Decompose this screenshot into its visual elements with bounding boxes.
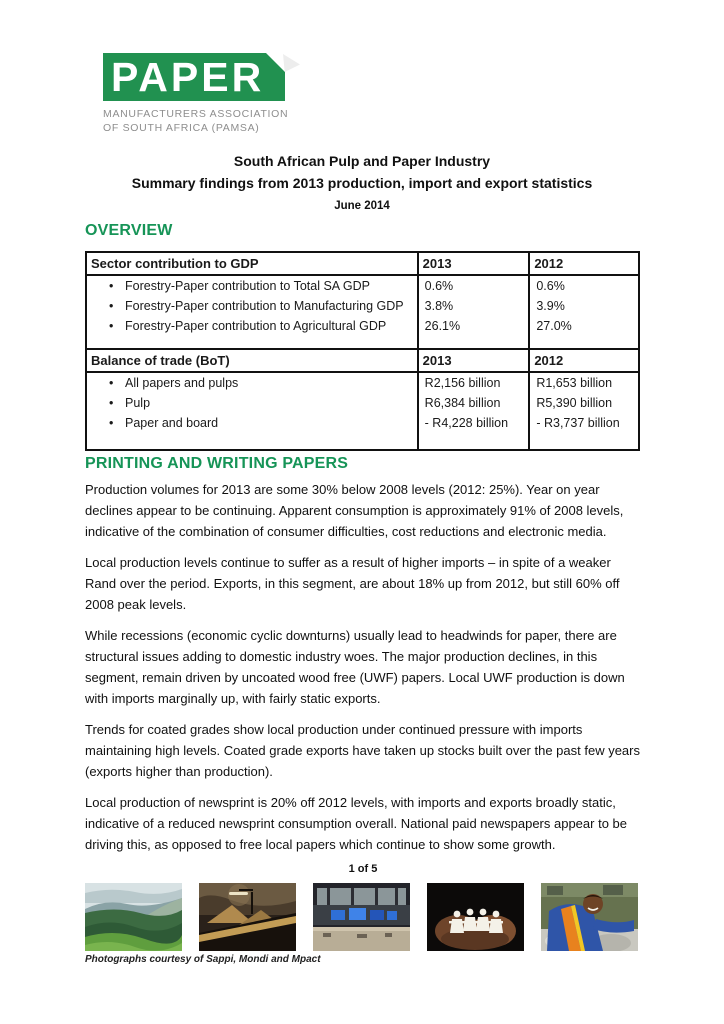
- table-row: [86, 275, 639, 296]
- row-value-2013: 3.8%: [418, 296, 530, 316]
- paragraph-production-volumes: Production volumes for 2013 are some 30% below 2008 levels (2012: 25%). Year on year declines appear to be continuing. Apparent consumption is approximately 91% of 2008 levels, indicative of the combination of consumer difficulties, cost reductions and electronic media.: [85, 482, 624, 539]
- woodchip-conveyor-photo: [199, 883, 296, 951]
- table-header-balance-of-trade: Balance of trade (BoT): [86, 349, 418, 372]
- row-label: • Paper and board: [86, 413, 418, 433]
- row-value-2012: - R3,737 billion: [529, 413, 639, 433]
- page-fold-icon: [266, 53, 285, 72]
- table-row: [86, 393, 639, 413]
- document-title: South African Pulp and Paper Industry: [233, 153, 491, 169]
- row-value-2012: 3.9%: [529, 296, 639, 316]
- document-title-block: [0, 150, 724, 216]
- row-label: • Forestry-Paper contribution to Agricultural GDP: [86, 316, 418, 336]
- row-value-2012: 27.0%: [529, 316, 639, 336]
- page-fold-flap-icon: [283, 54, 300, 72]
- paragraph-coated-grades: Trends for coated grades show local production under continued pressure with imports maintaining high levels. Coated grade exports have taken up stocks built over the past few years (exports higher than production).: [85, 722, 640, 779]
- recycling-worker-photo: [541, 883, 638, 951]
- table-spacer-row: [86, 336, 639, 349]
- row-label: • Forestry-Paper contribution to Manufacturing GDP: [86, 296, 418, 316]
- table-header-row: [86, 349, 639, 372]
- document-date: June 2014: [334, 200, 390, 212]
- table-row: [86, 296, 639, 316]
- paper-people-in-hands-photo: [427, 883, 524, 951]
- mill-control-room-illustration: [313, 883, 410, 951]
- row-value-2012: R5,390 billion: [529, 393, 639, 413]
- forest-plantation-illustration: [85, 883, 182, 951]
- row-value-2012: R1,653 billion: [529, 372, 639, 393]
- table-header-2013: 2013: [418, 252, 530, 275]
- table-header-2013: 2013: [418, 349, 530, 372]
- table-spacer-row: [86, 433, 639, 450]
- photo-strip: [85, 883, 641, 951]
- table-row: [86, 413, 639, 433]
- pamsa-logo: [103, 53, 288, 135]
- paper-people-in-hands-illustration: [427, 883, 524, 951]
- mill-control-room-photo: [313, 883, 410, 951]
- logo-brand-text: PAPER: [111, 54, 265, 100]
- row-value-2013: 0.6%: [418, 275, 530, 296]
- row-label: • All papers and pulps: [86, 372, 418, 393]
- document-subtitle: Summary findings from 2013 production, import and export statistics: [131, 175, 593, 191]
- logo-subtitle-line2: OF SOUTH AFRICA (PAMSA): [103, 122, 260, 134]
- table-row: [86, 316, 639, 336]
- paragraph-local-production: Local production levels continue to suffer as a result of higher imports – in spite of a weaker Rand over the period. Exports, in this segment, are about 18% up from 2012, but still 60% off 2008 peak levels.: [85, 555, 620, 612]
- photo-credit-caption: Photographs courtesy of Sappi, Mondi and Mpact: [85, 954, 321, 965]
- paper-logo-icon: [103, 53, 285, 101]
- page-number: 1 of 5: [348, 863, 378, 875]
- page-footer: [85, 863, 641, 965]
- overview-statistics-table: [85, 251, 640, 451]
- overview-heading: OVERVIEW: [85, 222, 173, 239]
- table-header-row: [86, 252, 639, 275]
- row-value-2013: R6,384 billion: [418, 393, 530, 413]
- row-value-2013: 26.1%: [418, 316, 530, 336]
- table-header-sector-gdp: Sector contribution to GDP: [86, 252, 418, 275]
- row-label: • Forestry-Paper contribution to Total SA GDP: [86, 275, 418, 296]
- row-value-2012: 0.6%: [529, 275, 639, 296]
- recycling-worker-illustration: [541, 883, 638, 951]
- logo-subtitle-line1: MANUFACTURERS ASSOCIATION: [103, 108, 289, 120]
- row-value-2013: - R4,228 billion: [418, 413, 530, 433]
- table-header-2012: 2012: [529, 349, 639, 372]
- printing-writing-papers-heading: PRINTING AND WRITING PAPERS: [85, 455, 349, 472]
- paragraph-newsprint: Local production of newsprint is 20% off 2012 levels, with imports and exports broadly static, indicative of a reduced newsprint consumption overall. National paid newspapers appear to be driving this, as opposed to free local papers which continue to show some growth.: [85, 795, 627, 852]
- table-row: [86, 372, 639, 393]
- woodchip-conveyor-illustration: [199, 883, 296, 951]
- table-header-2012: 2012: [529, 252, 639, 275]
- row-value-2013: R2,156 billion: [418, 372, 530, 393]
- paragraph-recessions: While recessions (economic cyclic downturns) usually lead to headwinds for paper, there are structural issues adding to domestic industry woes. The major production declines, in this segment, remain driven by uncoated wood free (UWF) papers. Local UWF production is down with imports marginally up, with fairly static exports.: [85, 628, 625, 706]
- forest-plantation-photo: [85, 883, 182, 951]
- row-label: • Pulp: [86, 393, 418, 413]
- body-text: [85, 479, 642, 865]
